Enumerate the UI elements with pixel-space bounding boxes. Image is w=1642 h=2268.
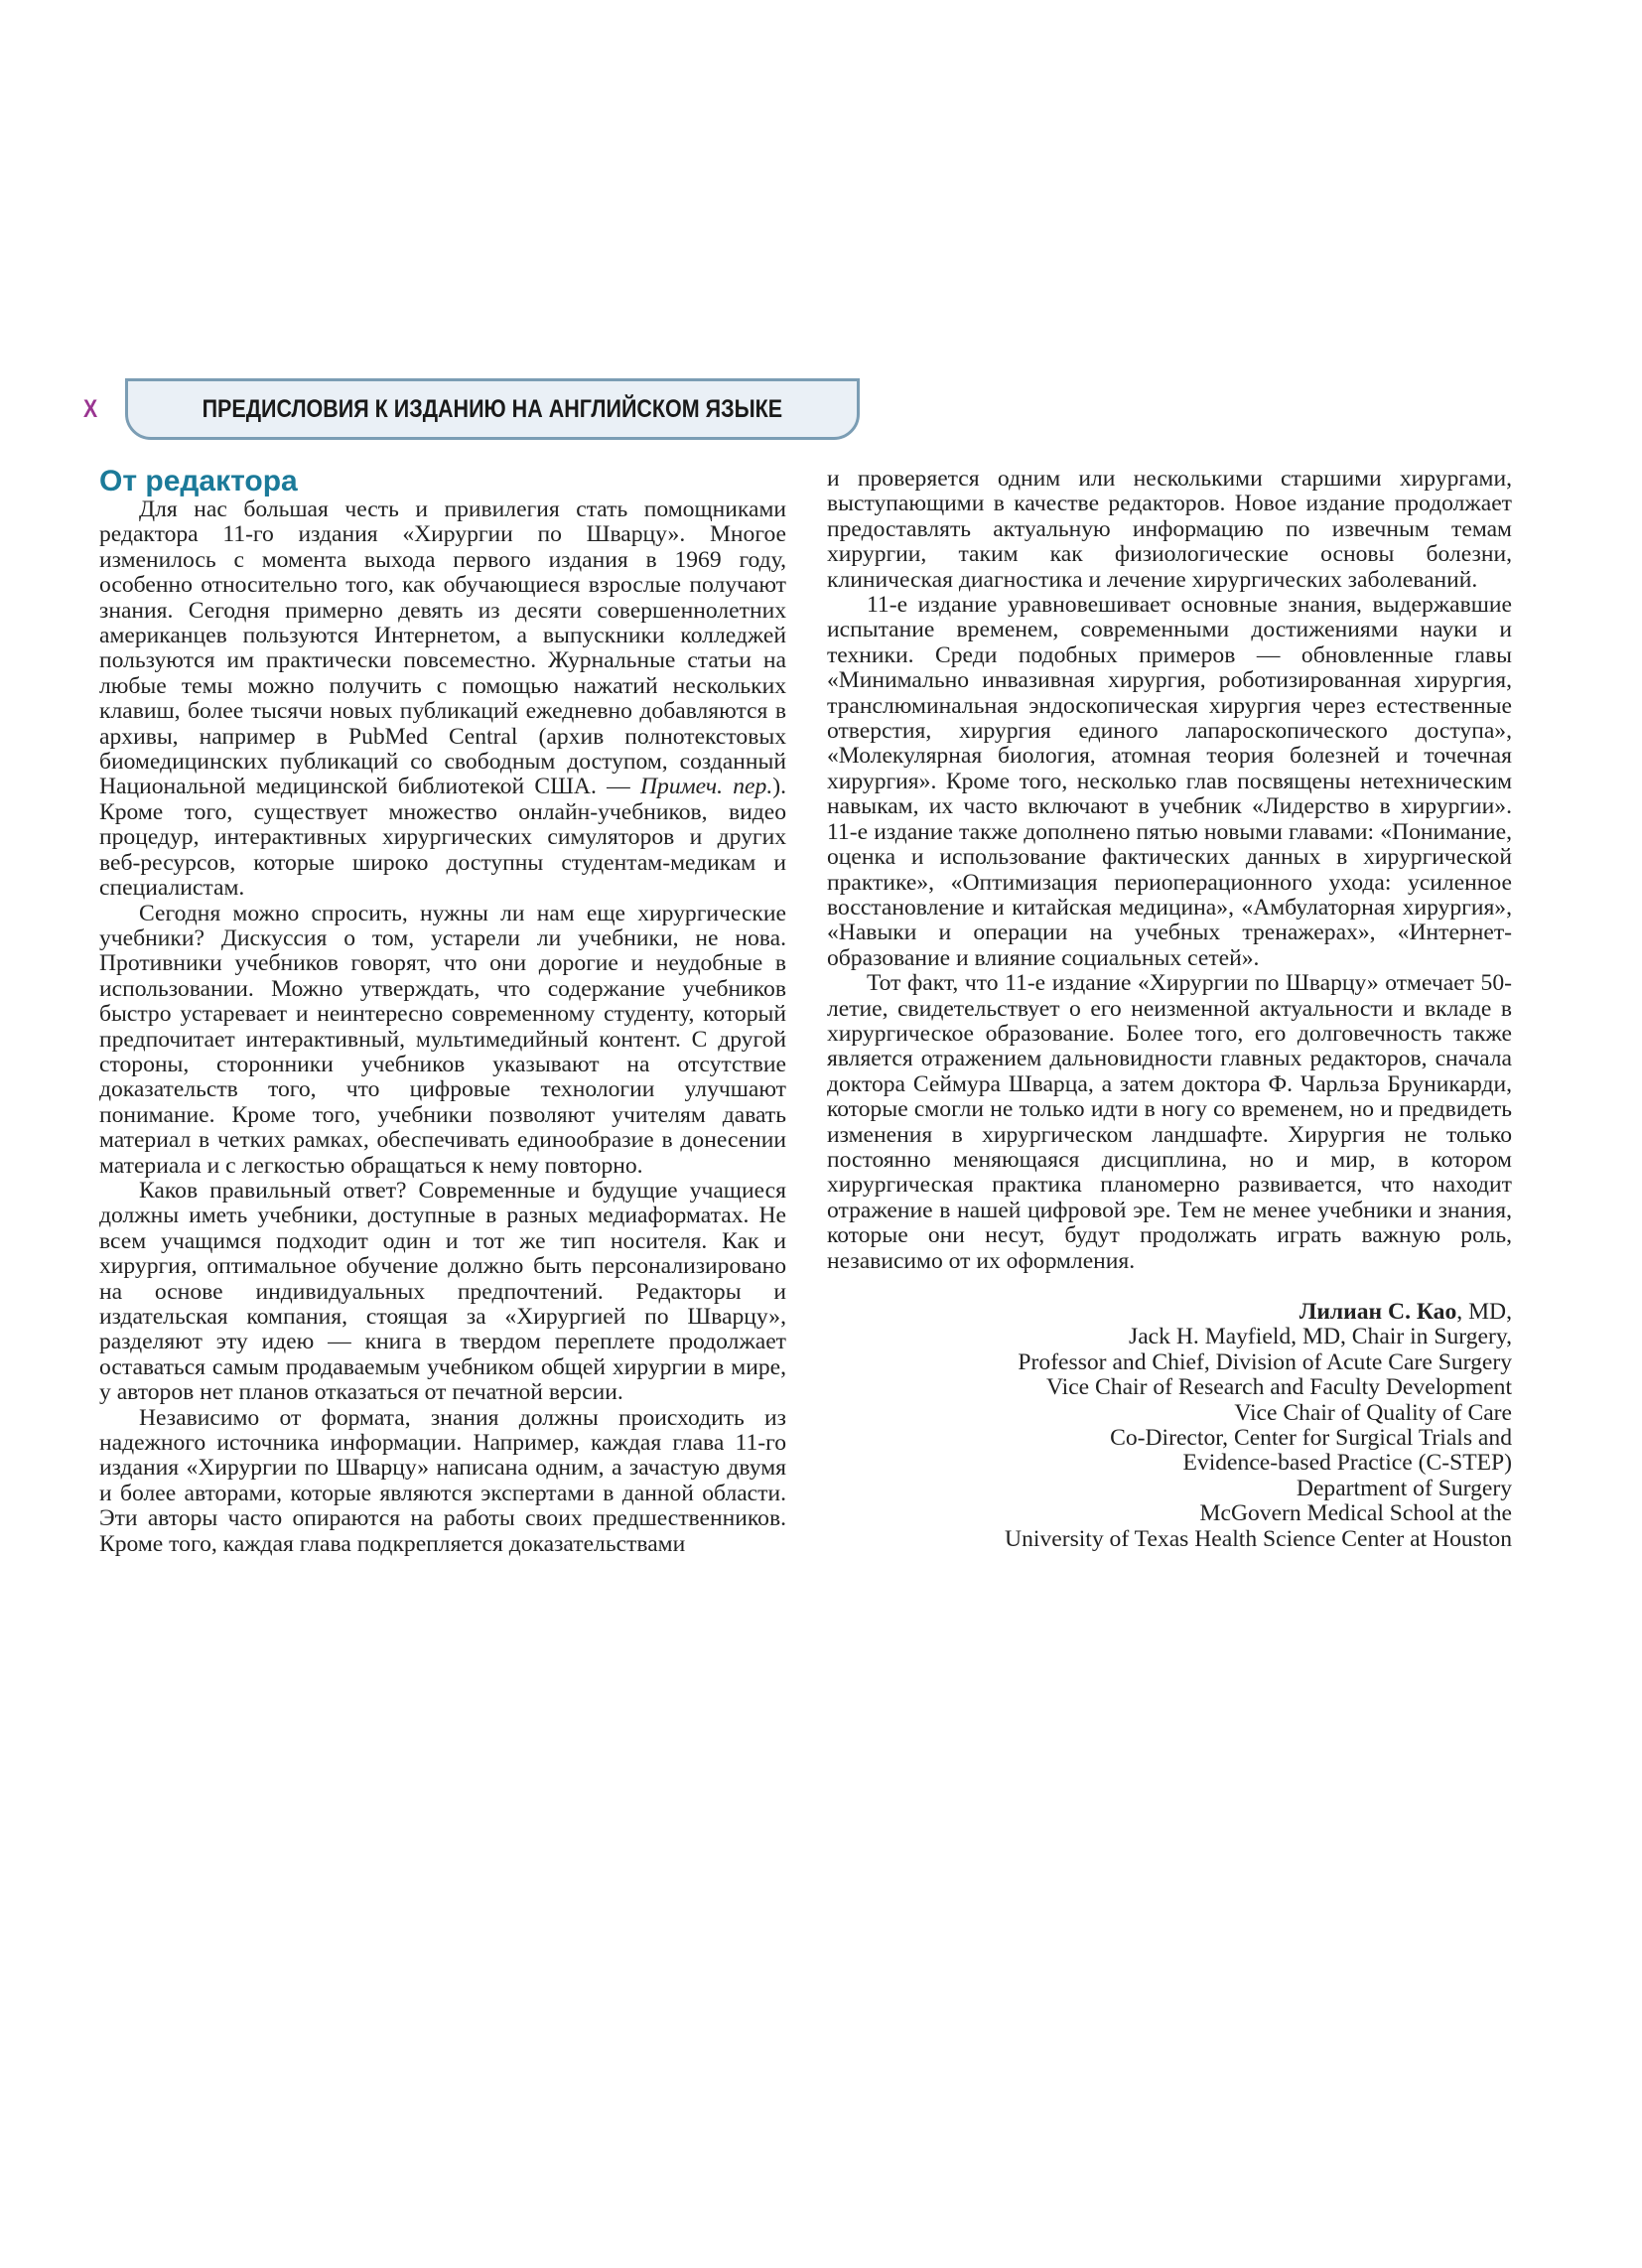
signature-line: Vice Chair of Quality of Care [1234,1399,1512,1426]
paragraph-3: Каков правильный ответ? Современные и будущие учащиеся должны иметь учебники, доступные в разных медиаформатах. Не всем учащимся подходит один и тот же тип носителя. Как и хирургия, оптимальное обучение должно быть персонализировано на основе индивидуальных предпочтений. Редакторы и издательская компания, стоящая за «Хирургией по Шварцу», разделяют эту идею — книга в твердом переплете продолжает оставаться самым продаваемым учебником общей хирургии в мире, у авторов нет планов отказаться от печатной версии. [99,1177,786,1406]
signature-line: Evidence-based Practice (C-STEP) [1182,1450,1512,1477]
signature-line: Co-Director, Center for Surgical Trials and [1110,1425,1512,1452]
paragraph-4: Независимо от формата, знания должны происходить из надежного источника информации. Например, каждая глава 11-го издания «Хирургии по Шварцу» написана одним, а зачастую двумя и более авторами, которые являются экспертами в данной области. Эти авторы часто опираются на работы своих предшественников. Кроме того, каждая глава подкрепляется доказательствами [99,1404,786,1557]
paragraph-4-continued: и проверяется одним или несколькими старшими хирургами, выступающими в качестве редакторов. Новое издание продолжает предоставлять актуальную информацию по извечным темам хирургии, таким как физиологические основы болезни, клиническая диагностика и лечение хирургических заболеваний. [827,466,1512,593]
running-head-title: ПРЕДИСЛОВИЯ К ИЗДАНИЮ НА АНГЛИЙСКОМ ЯЗЫКЕ [202,394,783,423]
paragraph-6: Тот факт, что 11-е издание «Хирургии по Шварцу» отмечает 50-летие, свидетельствует о его неизменной актуальности и вкладе в хирургическое образование. Более того, его долговечность также является отражением дальновидности главных редакторов, сначала доктора Сеймура Шварца, а затем доктора Ф. Чарльза Бруникарди, которые смогли не только идти в ногу со временем, но и предвидеть изменения в хирургическом ландшафте. Хирургия не только постоянно меняющаяся дисциплина, но и мир, в котором хирургическая практика планомерно развивается, что находит отражение в нашей цифровой эре. Тем не менее учебники и знания, которые они несут, будут продолжать играть важную роль, независимо от их оформления. [827,970,1512,1274]
left-column [99,467,786,1557]
signature-line: Professor and Chief, Division of Acute Care Surgery [1018,1348,1512,1375]
paragraph-1-text-b: ). Кроме того, существует множество онлайн-учебников, видео процедур, интерактивных хирургических симуляторов и других веб-ресурсов, которые широко доступны студентам-медикам и специалистам. [99,774,786,902]
signature-name-line [827,1300,1512,1325]
paragraph-1-text-a: Для нас большая честь и привилегия стать помощниками редактора 11-го издания «Хирургии по Шварцу». Многое изменилось с момента выхода первого издания в 1969 году, особенно относительно того, как обучающиеся взрослые получают знания. Сегодня примерно девять из десяти совершеннолетних американцев пользуются Интернетом, а выпускники колледжей пользуются им практически повсеместно. Журнальные статьи на любые темы можно получить с помощью нажатий нескольких клавиш, более тысячи новых публикаций ежедневно добавляются в архивы, например в PubMed Central (архив полнотекстовых биомедицинских публикаций со свободным доступом, созданный Национальной медицинской библиотекой США. — [99,496,786,800]
signature-block [827,1300,1512,1552]
author-name: Лилиан С. Као [1299,1299,1457,1325]
paragraph-2: Сегодня можно спросить, нужны ли нам еще хирургические учебники? Дискуссия о том, устарели ли учебники, не нова. Противники учебников говорят, что они дорогие и неудобные в использовании. Можно утверждать, что содержание учебников быстро устаревает и неинтересно современному студенту, который предпочитает интерактивный, мультимедийный контент. С другой стороны, сторонники учебников указывают на отсутствие доказательств того, что цифровые технологии улучшают понимание. Кроме того, учебники позволяют учителям давать материал в четких рамках, обеспечивать единообразие в донесении материала и с легкостью обращаться к нему повторно. [99,900,786,1179]
paragraph-5: 11-е издание уравновешивает основные знания, выдержавшие испытание временем, современными достижениями науки и техники. Среди подобных примеров — обновленные главы «Минимально инвазивная хирургия, роботизированная хирургия, транслюминальная эндоскопическая хирургия через естественные отверстия, хирургия единого лапароскопического доступа», «Молекулярная биология, атомная теория болезней и точечная хирургия». Кроме того, несколько глав посвящены нетехническим навыкам, их часто включают в учебник «Лидерство в хирургии». 11-е издание также дополнено пятью новыми главами: «Понимание, оценка и использование фактических данных в хирургической практике», «Оптимизация периоперационного ухода: усиленное восстановление и китайская медицина», «Амбулаторная хирургия», «Навыки и операции на учебных тренажерах», «Интернет-образование и влияние социальных сетей». [827,592,1512,971]
paragraph-1 [99,497,786,902]
signature-line: Department of Surgery [1296,1475,1512,1501]
section-title: От редактора [99,465,298,497]
signature-line: McGovern Medical School at the [1199,1500,1512,1527]
signature-line: Vice Chair of Research and Faculty Development [1046,1374,1512,1401]
translator-note: Примеч. пер. [639,774,773,800]
running-head-box [125,378,860,440]
author-degree: , MD, [1456,1299,1512,1325]
signature-line: Jack H. Mayfield, MD, Chair in Surgery, [1129,1324,1512,1350]
signature-line: University of Texas Health Science Center at Houston [1005,1525,1512,1552]
page-number: X [83,395,98,423]
right-column [827,467,1512,1552]
